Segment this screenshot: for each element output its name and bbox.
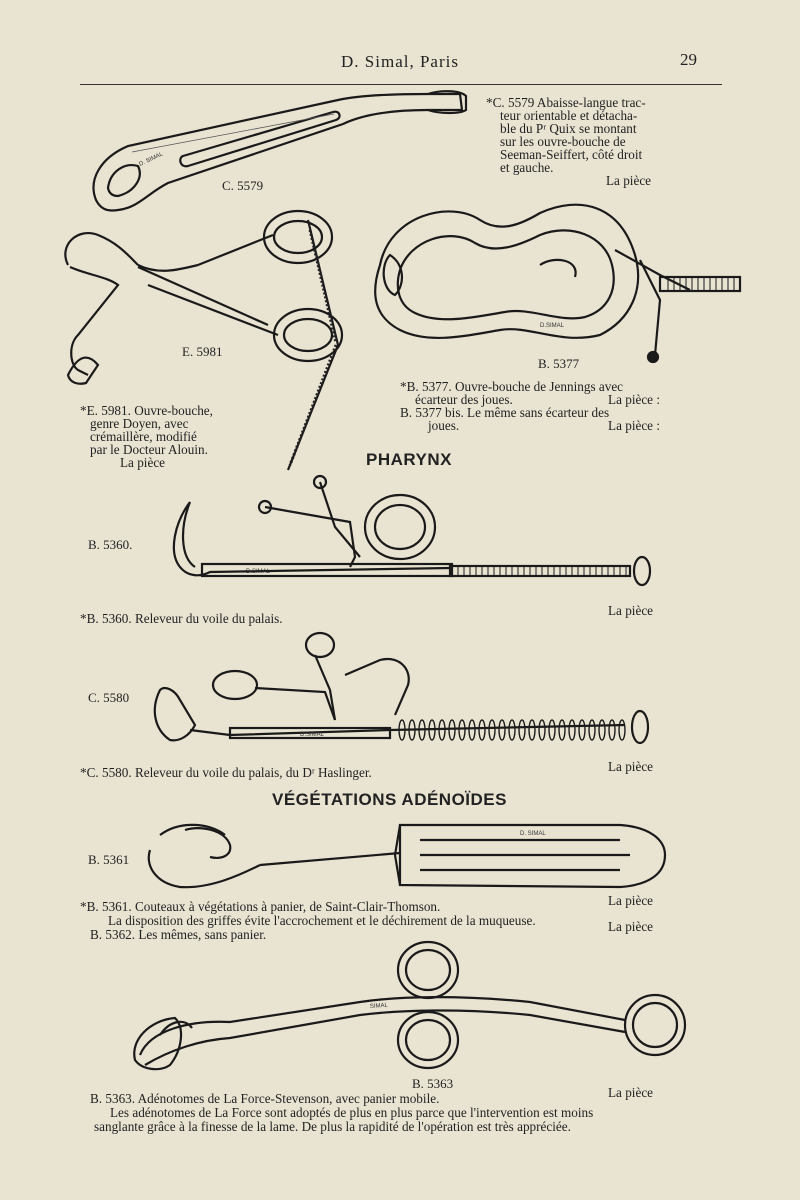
b5361-engraving: D. SIMAL: [520, 831, 546, 837]
e5981-description: [80, 404, 266, 469]
b5362-price: La pièce: [608, 919, 654, 934]
b5360-caption: B. 5360.: [88, 537, 133, 552]
c5580-engraving: D.SIMAL: [300, 732, 325, 738]
b5377-line2b-row: [400, 419, 668, 432]
b5361-price1: La pièce: [608, 893, 654, 908]
b5363-caption: B. 5363: [412, 1076, 454, 1091]
b5377-line2b: joues.: [428, 418, 460, 433]
e5981-desc-line: crémaillère, modifié: [90, 429, 197, 444]
c5579-description: [486, 96, 686, 174]
heading-vegetations: VÉGÉTATIONS ADÉNOÏDES: [272, 790, 507, 809]
b5363-engraving: SIMAL: [369, 1002, 389, 1010]
page-header-title: D. Simal, Paris: [341, 52, 459, 71]
header-rule: [80, 84, 722, 85]
palate-retractor-illustration: [150, 472, 660, 587]
b5377-line1b-row: [400, 393, 668, 406]
b5361-caption: B. 5361: [88, 852, 130, 867]
mouth-gag-jennings-illustration: [360, 195, 750, 365]
c5579-desc-line: et gauche.: [500, 160, 554, 175]
b5377-price2: La pièce :: [608, 418, 660, 433]
heading-pharynx: PHARYNX: [366, 450, 452, 469]
b5377-line1b: écarteur des joues.: [415, 392, 513, 407]
b5363-price: La pièce: [608, 1085, 654, 1100]
c5579-desc-line: ble du Pʳ Quix se montant: [500, 121, 637, 136]
palate-retractor-haslinger-illustration: [150, 630, 660, 760]
e5981-desc-line: par le Docteur Alouin.: [90, 442, 208, 457]
b5363-desc3: sanglante grâce à la finesse de la lame. De plus la rapidité de l'opération est très appréciée.: [94, 1119, 571, 1134]
b5361-desc1: *B. 5361. Couteaux à végétations à panier, de Saint-Clair-Thomson.: [80, 899, 441, 914]
c5579-price: La pièce: [606, 173, 652, 188]
b5377-caption: B. 5377: [538, 356, 580, 371]
b5363-desc2: Les adénotomes de La Force sont adoptés de plus en plus parce que l'intervention est moins: [110, 1105, 594, 1120]
b5360-description: *B. 5360. Releveur du voile du palais.: [80, 611, 283, 626]
e5981-desc-line: La pièce: [120, 455, 166, 470]
e5981-caption: E. 5981: [182, 344, 223, 359]
e5981-desc-line: *E. 5981. Ouvre-bouche,: [80, 403, 213, 418]
b5377-line1a: *B. 5377. Ouvre-bouche de Jennings avec: [400, 379, 624, 394]
b5363-desc1: B. 5363. Adénotomes de La Force-Stevenson, avec panier mobile.: [90, 1091, 440, 1106]
c5579-engraving: D. SIMAL: [138, 151, 165, 168]
b5361-desc2: La disposition des griffes évite l'accrochement et le déchirement de la muqueuse.: [108, 913, 536, 928]
b5377-engraving: D.SIMAL: [540, 323, 565, 329]
c5580-description: *C. 5580. Releveur du voile du palais, du Dʳ Haslinger.: [80, 765, 372, 780]
b5362-desc: B. 5362. Les mêmes, sans panier.: [90, 927, 267, 942]
c5579-desc-line: *C. 5579 Abaisse-langue trac-: [486, 95, 646, 110]
b5377-line2a: B. 5377 bis. Le même sans écarteur des: [400, 405, 610, 420]
c5579-desc-line: sur les ouvre-bouche de: [500, 134, 626, 149]
c5580-caption: C. 5580: [88, 690, 130, 705]
page-number: 29: [680, 50, 697, 69]
adenoid-curette-illustration: [140, 815, 670, 897]
b5360-engraving: D.SIMAL: [246, 569, 271, 575]
adenotome-illustration: [130, 940, 695, 1080]
c5579-caption: C. 5579: [222, 178, 264, 193]
c5579-desc-line: Seeman-Seiffert, côté droit: [500, 147, 643, 162]
b5360-price: La pièce: [608, 603, 654, 618]
c5580-price: La pièce: [608, 759, 654, 774]
b5377-price1: La pièce :: [608, 392, 660, 407]
e5981-desc-line: genre Doyen, avec: [90, 416, 189, 431]
b5377-description: [400, 380, 668, 432]
c5579-desc-line: teur orientable et détacha-: [500, 108, 638, 123]
